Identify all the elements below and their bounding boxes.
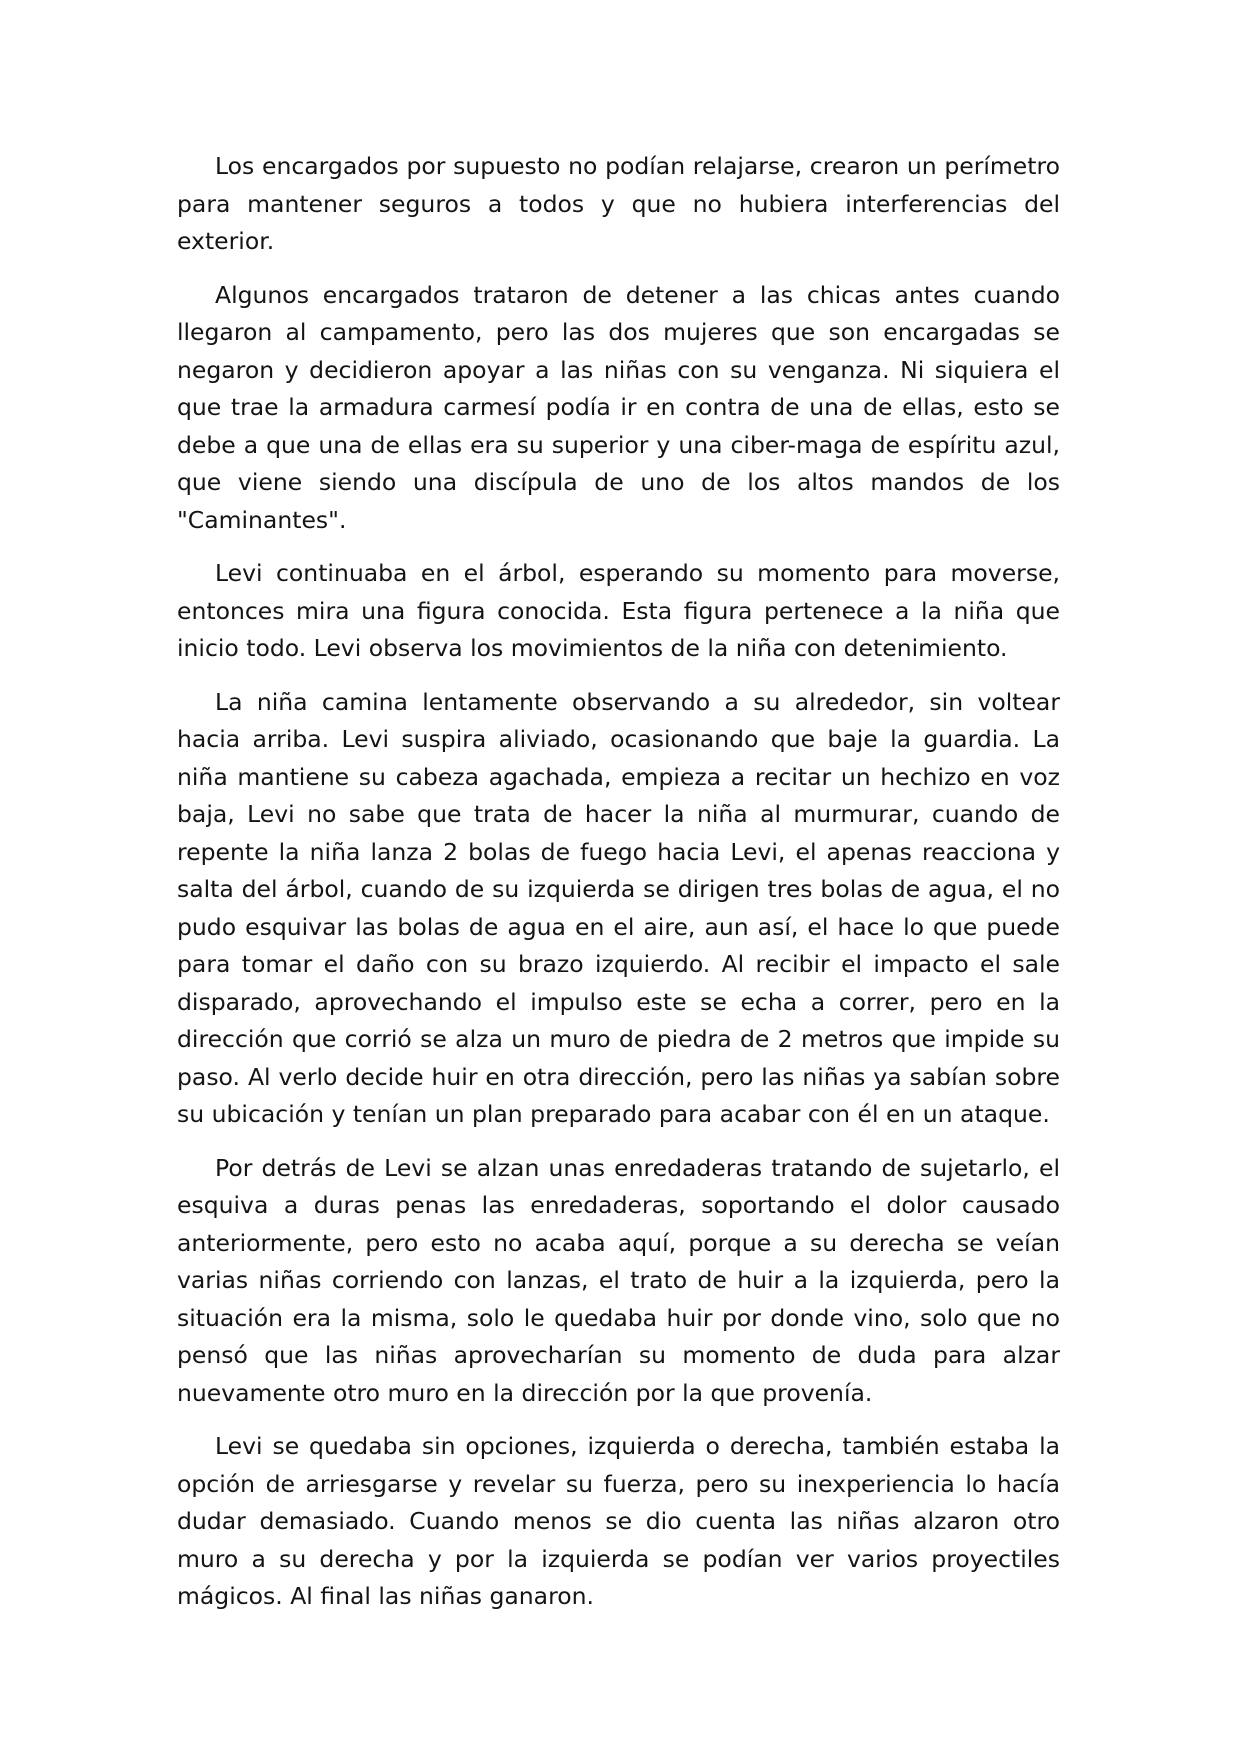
body-text [177,148,1060,1632]
paragraph-3: Levi continuaba en el árbol, esperando su momento para moverse, entonces mira una figura conocida. Esta figura pertenece a la niña que inicio todo. Levi observa los movimientos de la niña con detenimiento. [177,559,1060,662]
paragraph-1: Los encargados por supuesto no podían relajarse, crearon un perímetro para mantener seguros a todos y que no hubiera interferencias del exterior. [177,152,1060,255]
paragraph-2: Algunos encargados trataron de detener a las chicas antes cuando llegaron al campamento, pero las dos mujeres que son encargadas se negaron y decidieron apoyar a las niñas con su venganza. Ni siquiera el que trae la armadura carmesí podía ir en contra de una de ellas, esto se debe a que una de ellas era su superior y una ciber-maga de espíritu azul, que viene siendo una discípula de uno de los altos mandos de los "Caminantes". [177,280,1060,534]
paragraph-4: La niña camina lentamente observando a su alrededor, sin voltear hacia arriba. Levi suspira aliviado, ocasionando que baje la guardia. La niña mantiene su cabeza agachada, empieza a recitar un hechizo en voz baja, Levi no sabe que trata de hacer la niña al murmurar, cuando de repente la niña lanza 2 bolas de fuego hacia Levi, el apenas reacciona y salta del árbol, cuando de su izquierda se dirigen tres bolas de agua, el no pudo esquivar las bolas de agua en el aire, aun así, el hace lo que puede para tomar el daño con su brazo izquierdo. Al recibir el impacto el sale disparado, aprovechando el impulso este se echa a correr, pero en la dirección que corrió se alza un muro de piedra de 2 metros que impide su paso. Al verlo decide huir en otra dirección, pero las niñas ya sabían sobre su ubicación y tenían un plan preparado para acabar con él en un ataque. [177,687,1060,1128]
paragraph-5: Por detrás de Levi se alzan unas enredaderas tratando de sujetarlo, el esquiva a duras penas las enredaderas, soportando el dolor causado anteriormente, pero esto no acaba aquí, porque a su derecha se veían varias niñas corriendo con lanzas, el trato de huir a la izquierda, pero la situación era la misma, solo le quedaba huir por donde vino, solo que no pensó que las niñas aprovecharían su momento de duda para alzar nuevamente otro muro en la dirección por la que provenía. [177,1153,1060,1407]
paragraph-6: Levi se quedaba sin opciones, izquierda o derecha, también estaba la opción de arriesgarse y revelar su fuerza, pero su inexperiencia lo hacía dudar demasiado. Cuando menos se dio cuenta las niñas alzaron otro muro a su derecha y por la izquierda se podían ver varios proyectiles mágicos. Al final las niñas ganaron. [177,1432,1060,1610]
